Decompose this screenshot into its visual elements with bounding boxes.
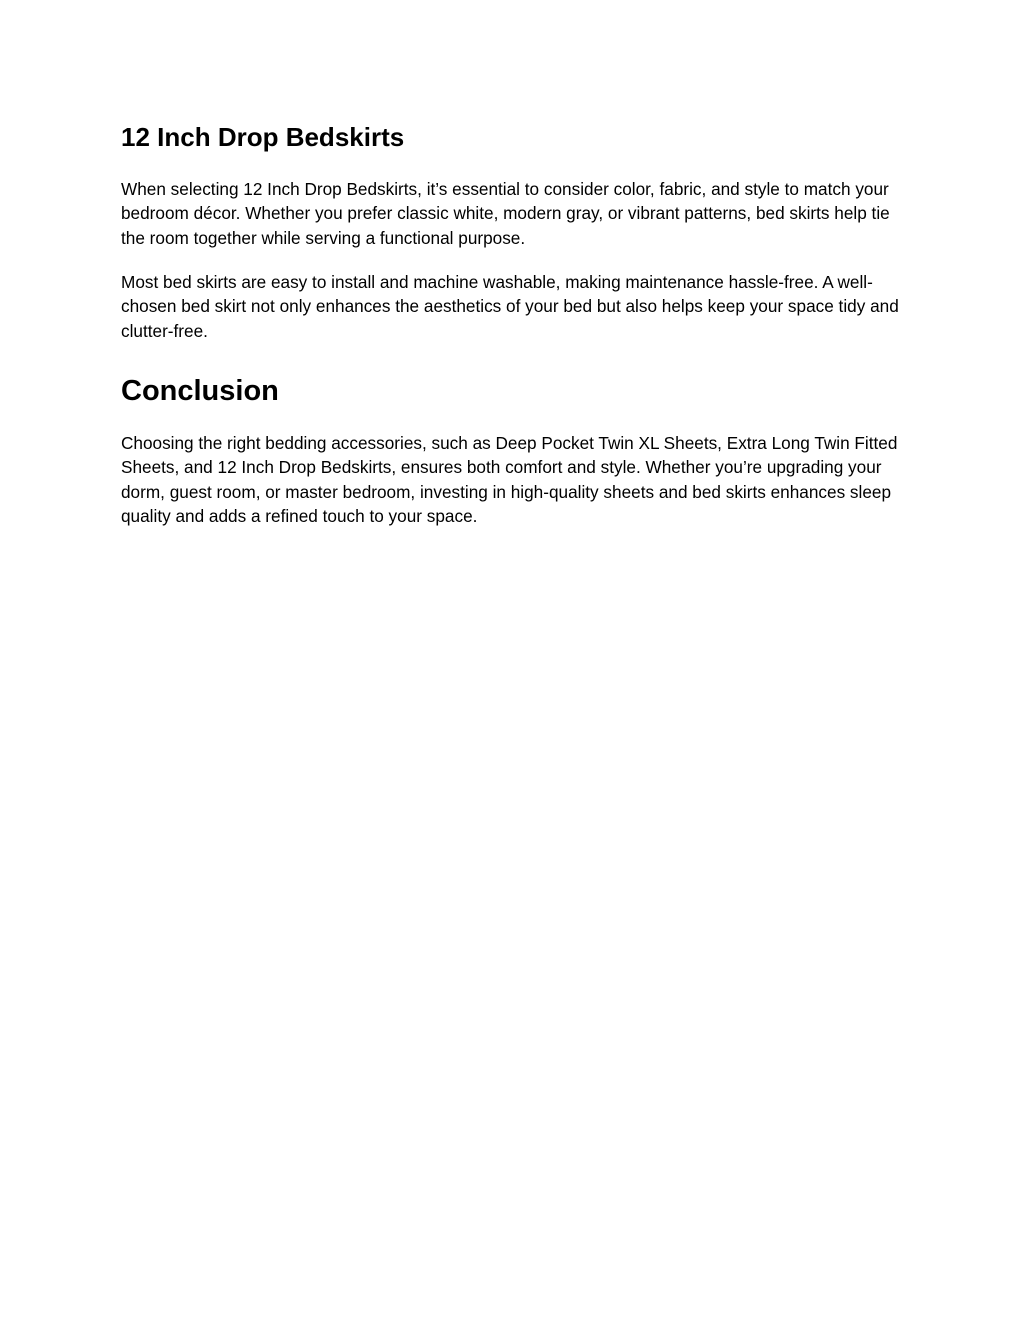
bedskirts-paragraph-1: When selecting 12 Inch Drop Bedskirts, it’s essential to consider color, fabric, and style to match your bedroom décor. Whether you prefer classic white, modern gray, or vibrant patterns, bed skirts help tie the room together while serving a functional purpose. bbox=[121, 179, 890, 248]
section-heading-conclusion: Conclusion bbox=[121, 375, 279, 407]
bedskirts-paragraph-2: Most bed skirts are easy to install and machine washable, making maintenance hassle-free. A well-chosen bed skirt not only enhances the aesthetics of your bed but also helps keep your space tidy and clutter-free. bbox=[121, 272, 899, 341]
section-heading-bedskirts: 12 Inch Drop Bedskirts bbox=[121, 122, 405, 152]
conclusion-paragraph: Choosing the right bedding accessories, such as Deep Pocket Twin XL Sheets, Extra Long Twin Fitted Sheets, and 12 Inch Drop Bedskirts, ensures both comfort and style. Whether you’re upgrading your dorm, guest room, or master bedroom, investing in high-quality sheets and bed skirts enhances sleep quality and adds a refined touch to your space. bbox=[121, 433, 898, 527]
